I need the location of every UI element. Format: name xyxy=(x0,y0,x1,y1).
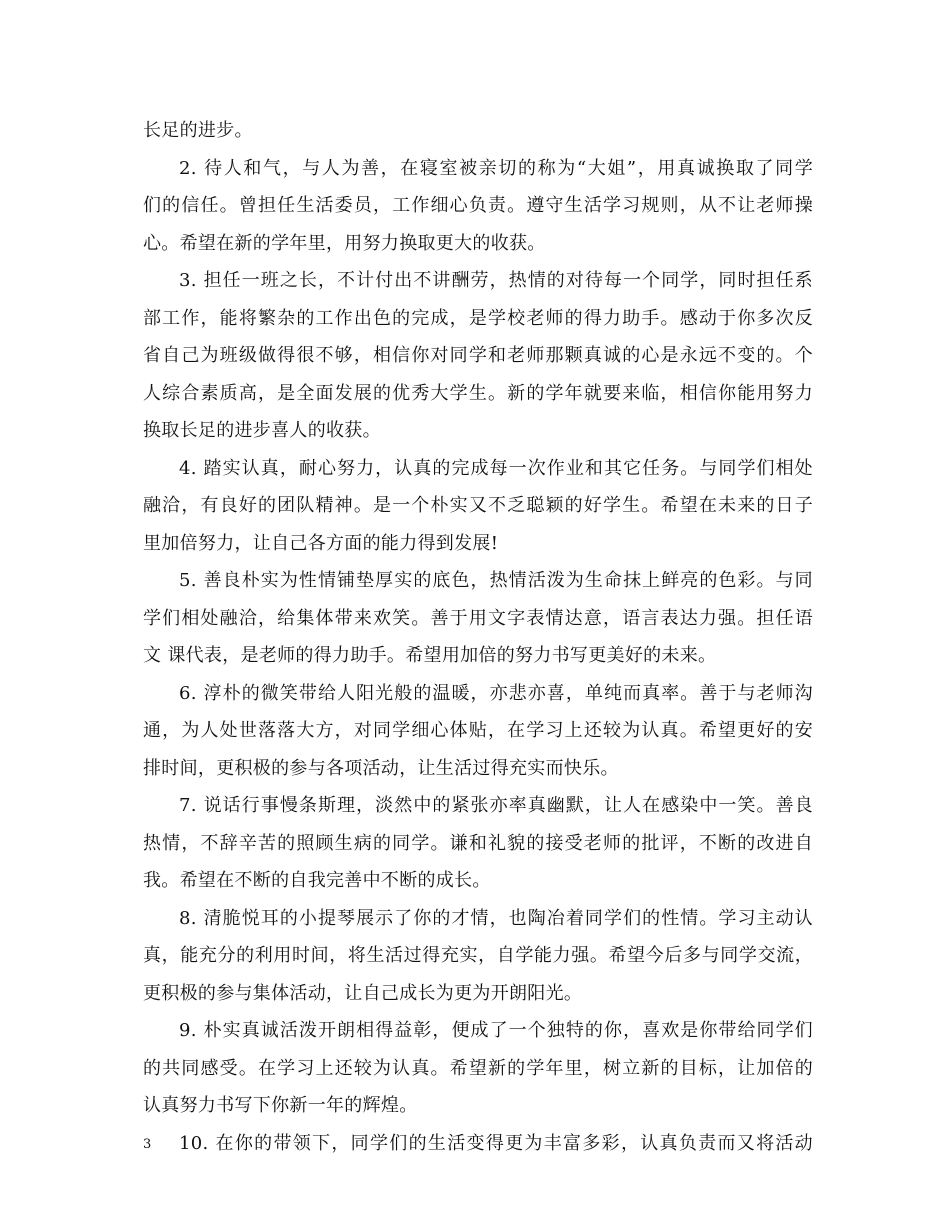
paragraph xyxy=(143,150,813,263)
text-line: 我。希望在不断的自我完善中不断的成长。 xyxy=(143,870,491,891)
document-body xyxy=(143,112,813,1162)
text-line: 的共同感受。在学习上还较为认真。希望新的学年里，树立新的目标，让加倍的 xyxy=(143,1057,813,1079)
paragraph xyxy=(143,450,813,563)
paragraph xyxy=(143,1012,813,1125)
text-line: 人综合素质高，是全面发展的优秀大学生。新的学年就要来临，相信你能用努力 xyxy=(143,382,813,404)
page-number: 3 xyxy=(143,1137,152,1152)
text-line: 们的信任。曾担任生活委员，工作细心负责。遵守生活学习规则，从不让老师操 xyxy=(143,195,813,216)
text-line: 文 课代表，是老师的得力助手。希望用加倍的努力书写更美好的未来。 xyxy=(143,645,717,666)
paragraph xyxy=(143,900,813,1013)
text-line: 学们相处融洽，给集体带来欢笑。善于用文字表情达意，语言表达力强。担任语 xyxy=(143,607,813,629)
text-line: 融洽，有良好的团队精神。是一个朴实又不乏聪颖的好学生。希望在未来的日子 xyxy=(143,495,813,516)
text-line: 排时间，更积极的参与各项活动，让生活过得充实而快乐。 xyxy=(143,757,619,779)
text-line: 认真努力书写下你新一年的辉煌。 xyxy=(143,1095,418,1116)
text-line: 更积极的参与集体活动，让自己成长为更为开朗阳光。 xyxy=(143,982,583,1004)
text-line: 长足的进步。 xyxy=(143,120,253,141)
text-line: 热情，不辞辛苦的照顾生病的同学。谦和礼貌的接受老师的批评，不断的改进自 xyxy=(143,832,813,854)
paragraph xyxy=(143,675,813,788)
text-line: 里加倍努力，让自己各方面的能力得到发展! xyxy=(143,532,499,554)
text-line: 6. 淳朴的微笑带给人阳光般的温暖，亦悲亦喜，单纯而真率。善于与老师沟 xyxy=(179,682,813,704)
text-line: 5. 善良朴实为性情铺垫厚实的底色，热情活泼为生命抹上鲜亮的色彩。与同 xyxy=(179,570,813,591)
text-line: 10. 在你的带领下，同学们的生活变得更为丰富多彩，认真负责而又将活动 xyxy=(179,1132,813,1154)
paragraph xyxy=(143,112,813,150)
text-line: 省自己为班级做得很不够，相信你对同学和老师那颗真诚的心是永远不变的。个 xyxy=(143,345,813,366)
text-line: 9. 朴实真诚活泼开朗相得益彰，便成了一个独特的你，喜欢是你带给同学们 xyxy=(179,1020,813,1041)
text-line: 心。希望在新的学年里，用努力换取更大的收获。 xyxy=(143,232,546,254)
paragraph xyxy=(143,262,813,450)
paragraph xyxy=(143,787,813,900)
text-line: 部工作，能将繁杂的工作出色的完成，是学校老师的得力助手。感动于你多次反 xyxy=(143,307,813,329)
text-line: 2. 待人和气，与人为善，在寝室被亲切的称为“大姐”，用真诚换取了同学 xyxy=(179,157,813,179)
paragraph xyxy=(143,562,813,675)
text-line: 8. 清脆悦耳的小提琴展示了你的才情，也陶冶着同学们的性情。学习主动认 xyxy=(179,907,813,929)
text-line: 7. 说话行事慢条斯理，淡然中的紧张亦率真幽默，让人在感染中一笑。善良 xyxy=(179,795,813,816)
text-line: 3. 担任一班之长，不计付出不讲酬劳，热情的对待每一个同学，同时担任系 xyxy=(179,270,813,291)
text-line: 换取长足的进步喜人的收获。 xyxy=(143,420,381,441)
text-line: 通，为人处世落落大方，对同学细心体贴，在学习上还较为认真。希望更好的安 xyxy=(143,720,813,741)
paragraph xyxy=(143,1125,813,1163)
text-line: 真，能充分的利用时间，将生活过得充实，自学能力强。希望今后多与同学交流， xyxy=(143,945,813,966)
text-line: 4. 踏实认真，耐心努力，认真的完成每一次作业和其它任务。与同学们相处 xyxy=(179,457,813,479)
